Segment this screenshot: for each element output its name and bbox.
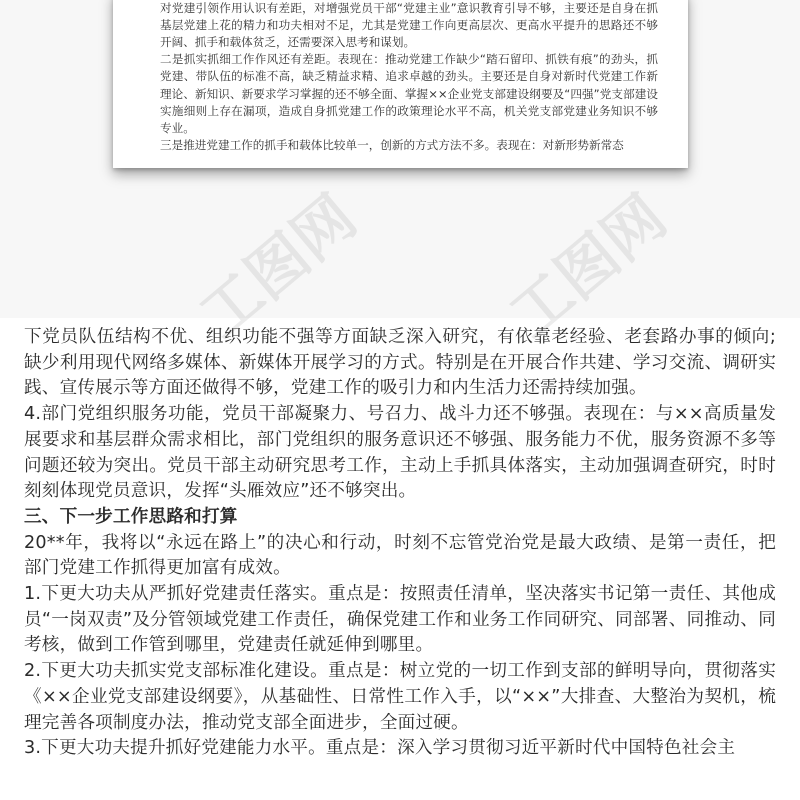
document-body [24,325,776,762]
watermark: 工图网 [186,182,370,352]
preview-area [0,0,800,352]
doc-paragraph: 4.部门党组织服务功能，党员干部凝聚力、号召力、战斗力还不够强。表现在：与××高质量发展要求和基层群众需求相比，部门党组织的服务意识还不够强、服务能力不优，服务资源不多等问题还较为突出。党员干部主动研究思考工作，主动上手抓具体落实，主动加强调查研究，时时刻刻体现党员意识，发挥“头雁效应”还不够突出。 [24,404,776,502]
document-preview-card [113,0,688,168]
doc-paragraph: 下党员队伍结构不优、组织功能不强等方面缺乏深入研究，有依靠老经验、老套路办事的倾向;缺少利用现代网络多媒体、新媒体开展学习的方式。特别是在开展合作共建、学习交流、调研实践、宣传展示等方面还做得不够，党建工作的吸引力和内生活力还需持续加强。 [24,327,776,399]
preview-paragraph: 三是推进党建工作的抓手和载体比较单一，创新的方式方法不多。表现在：对新形势新常态 [160,137,624,152]
doc-paragraph: 20**年，我将以“永远在路上”的决心和行动，时刻不忘管党治党是最大政绩、是第一责任，把部门党建工作抓得更加富有成效。 [24,532,776,579]
preview-text [160,0,658,154]
watermark: 工图网 [496,182,680,352]
doc-paragraph: 3.下更大功夫提升抓好党建能力水平。重点是：深入学习贯彻习近平新时代中国特色社会主 [24,738,736,759]
doc-paragraph: 2.下更大功夫抓实党支部标准化建设。重点是：树立党的一切工作到支部的鲜明导向，贯彻落实《××企业党支部建设纲要》，从基础性、日常性工作入手，以“××”大排查、大整治为契机，梳理完善各项制度办法，推动党支部全面进步，全面过硬。 [24,661,776,733]
section-heading: 三、下一步工作思路和打算 [24,506,238,527]
preview-paragraph: 二是抓实抓细工作作风还有差距。表现在：推动党建工作缺少“踏石留印、抓铁有痕”的劲头，抓党建、带队伍的标准不高，缺乏精益求精、追求卓越的劲头。主要还是自身对新时代党建工作新理论、新知识、新要求学习掌握的还不够全面、掌握××企业党支部建设纲要及“四强”党支部建设实施细则上存在漏项，造成自身抓党建工作的政策理论水平不高，机关党支部党建业务知识不够专业。 [160,52,658,135]
doc-paragraph: 1.下更大功夫从严抓好党建责任落实。重点是：按照责任清单，坚决落实书记第一责任、其他成员“一岗双责”及分管领域党建工作责任，确保党建工作和业务工作同研究、同部署、同推动、同考核，做到工作管到哪里，党建责任就延伸到哪里。 [24,584,776,656]
preview-paragraph: 对党建引领作用认识有差距，对增强党员干部“党建主业”意识教育引导不够，主要还是自身在抓基层党建上花的精力和功夫相对不足，尤其是党建工作向更高层次、更高水平提升的思路还不够开阔、抓手和载体贫乏，还需要深入思考和谋划。 [160,1,658,50]
